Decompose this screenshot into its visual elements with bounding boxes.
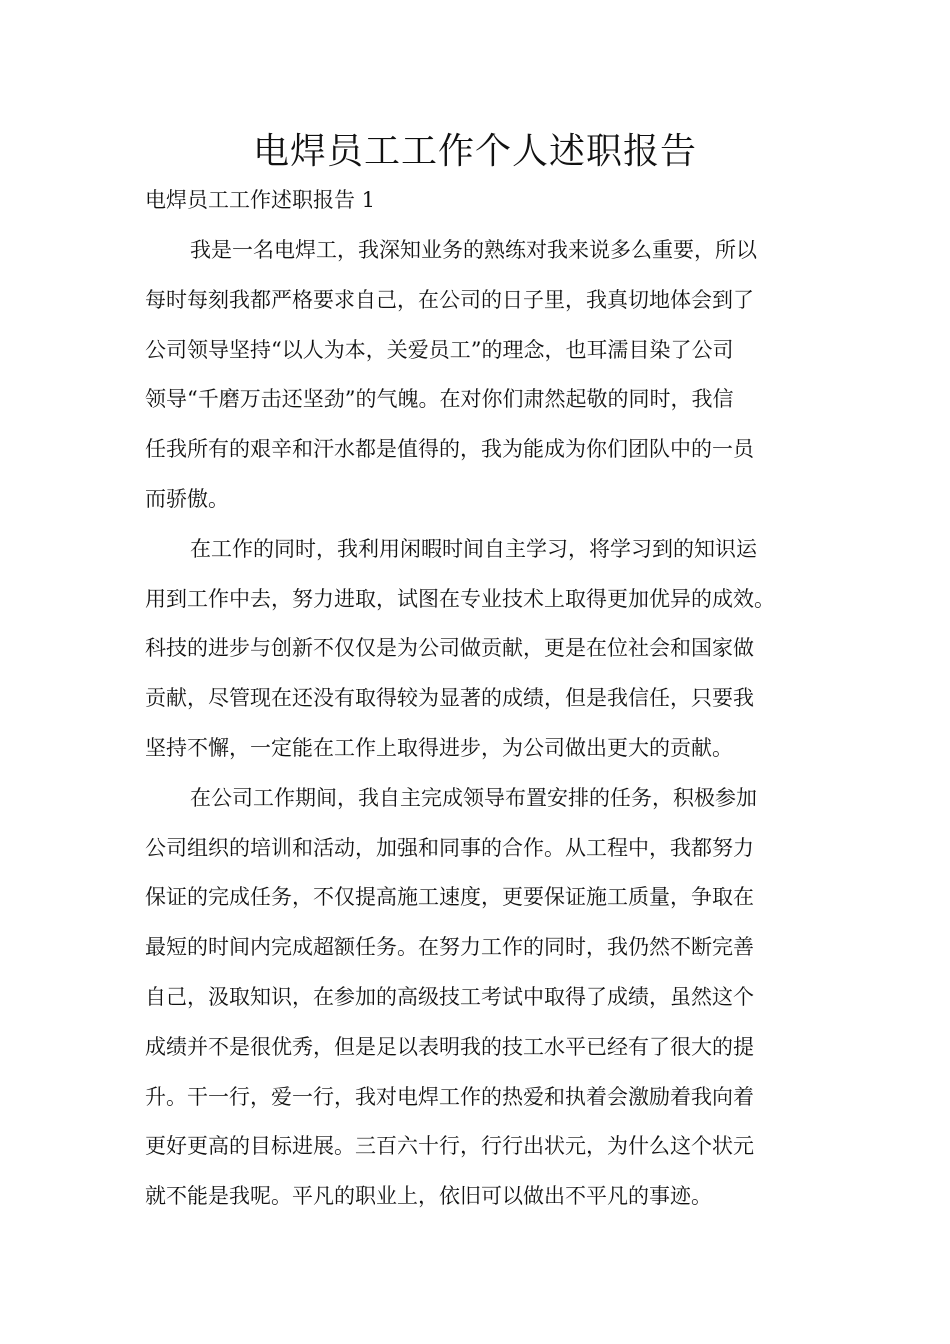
document-title: 电焊员工工作个人述职报告	[252, 131, 697, 172]
paragraph-line: 用到工作中去，努力进取，试图在专业技术上取得更加优异的成效。	[145, 586, 775, 611]
paragraph-line: 科技的进步与创新不仅仅是为公司做贡献，更是在位社会和国家做	[145, 636, 754, 661]
paragraph-line: 领导“千磨万击还坚劲”的气魄。在对你们肃然起敬的同时，我信	[145, 387, 734, 412]
paragraph-line: 就不能是我呢。平凡的职业上，依旧可以做出不平凡的事迹。	[145, 1184, 712, 1209]
paragraph-line: 更好更高的目标进展。三百六十行，行行出状元，为什么这个状元	[145, 1134, 754, 1159]
paragraph-line: 在公司工作期间，我自主完成领导布置安排的任务，积极参加	[190, 785, 757, 810]
paragraph-line: 成绩并不是很优秀，但是足以表明我的技工水平已经有了很大的提	[145, 1034, 754, 1059]
paragraph-line: 每时每刻我都严格要求自己，在公司的日子里，我真切地体会到了	[145, 287, 754, 312]
paragraph-line: 坚持不懈，一定能在工作上取得进步，为公司做出更大的贡献。	[145, 735, 733, 760]
document-body	[145, 232, 815, 1228]
paragraph-line: 而骄傲。	[145, 486, 229, 511]
paragraph-3	[145, 780, 815, 1228]
paragraph-line: 在工作的同时，我利用闲暇时间自主学习，将学习到的知识运	[190, 536, 757, 561]
paragraph-line: 公司领导坚持“以人为本，关爱员工”的理念，也耳濡目染了公司	[145, 337, 734, 362]
paragraph-2	[145, 531, 815, 780]
paragraph-line: 自己，汲取知识，在参加的高级技工考试中取得了成绩，虽然这个	[145, 984, 754, 1009]
paragraph-line: 我是一名电焊工，我深知业务的熟练对我来说多么重要，所以	[190, 238, 757, 262]
paragraph-1	[145, 232, 815, 531]
document-subtitle: 电焊员工工作述职报告 1	[145, 188, 376, 212]
paragraph-line: 最短的时间内完成超额任务。在努力工作的同时，我仍然不断完善	[145, 935, 754, 960]
paragraph-line: 保证的完成任务，不仅提高施工速度，更要保证施工质量，争取在	[145, 885, 754, 910]
paragraph-line: 公司组织的培训和活动，加强和同事的合作。从工程中，我都努力	[145, 835, 754, 860]
paragraph-line: 升。干一行，爱一行，我对电焊工作的热爱和执着会激励着我向着	[145, 1084, 754, 1109]
paragraph-line: 任我所有的艰辛和汗水都是值得的，我为能成为你们团队中的一员	[145, 437, 754, 462]
paragraph-line: 贡献，尽管现在还没有取得较为显著的成绩，但是我信任，只要我	[145, 686, 754, 711]
